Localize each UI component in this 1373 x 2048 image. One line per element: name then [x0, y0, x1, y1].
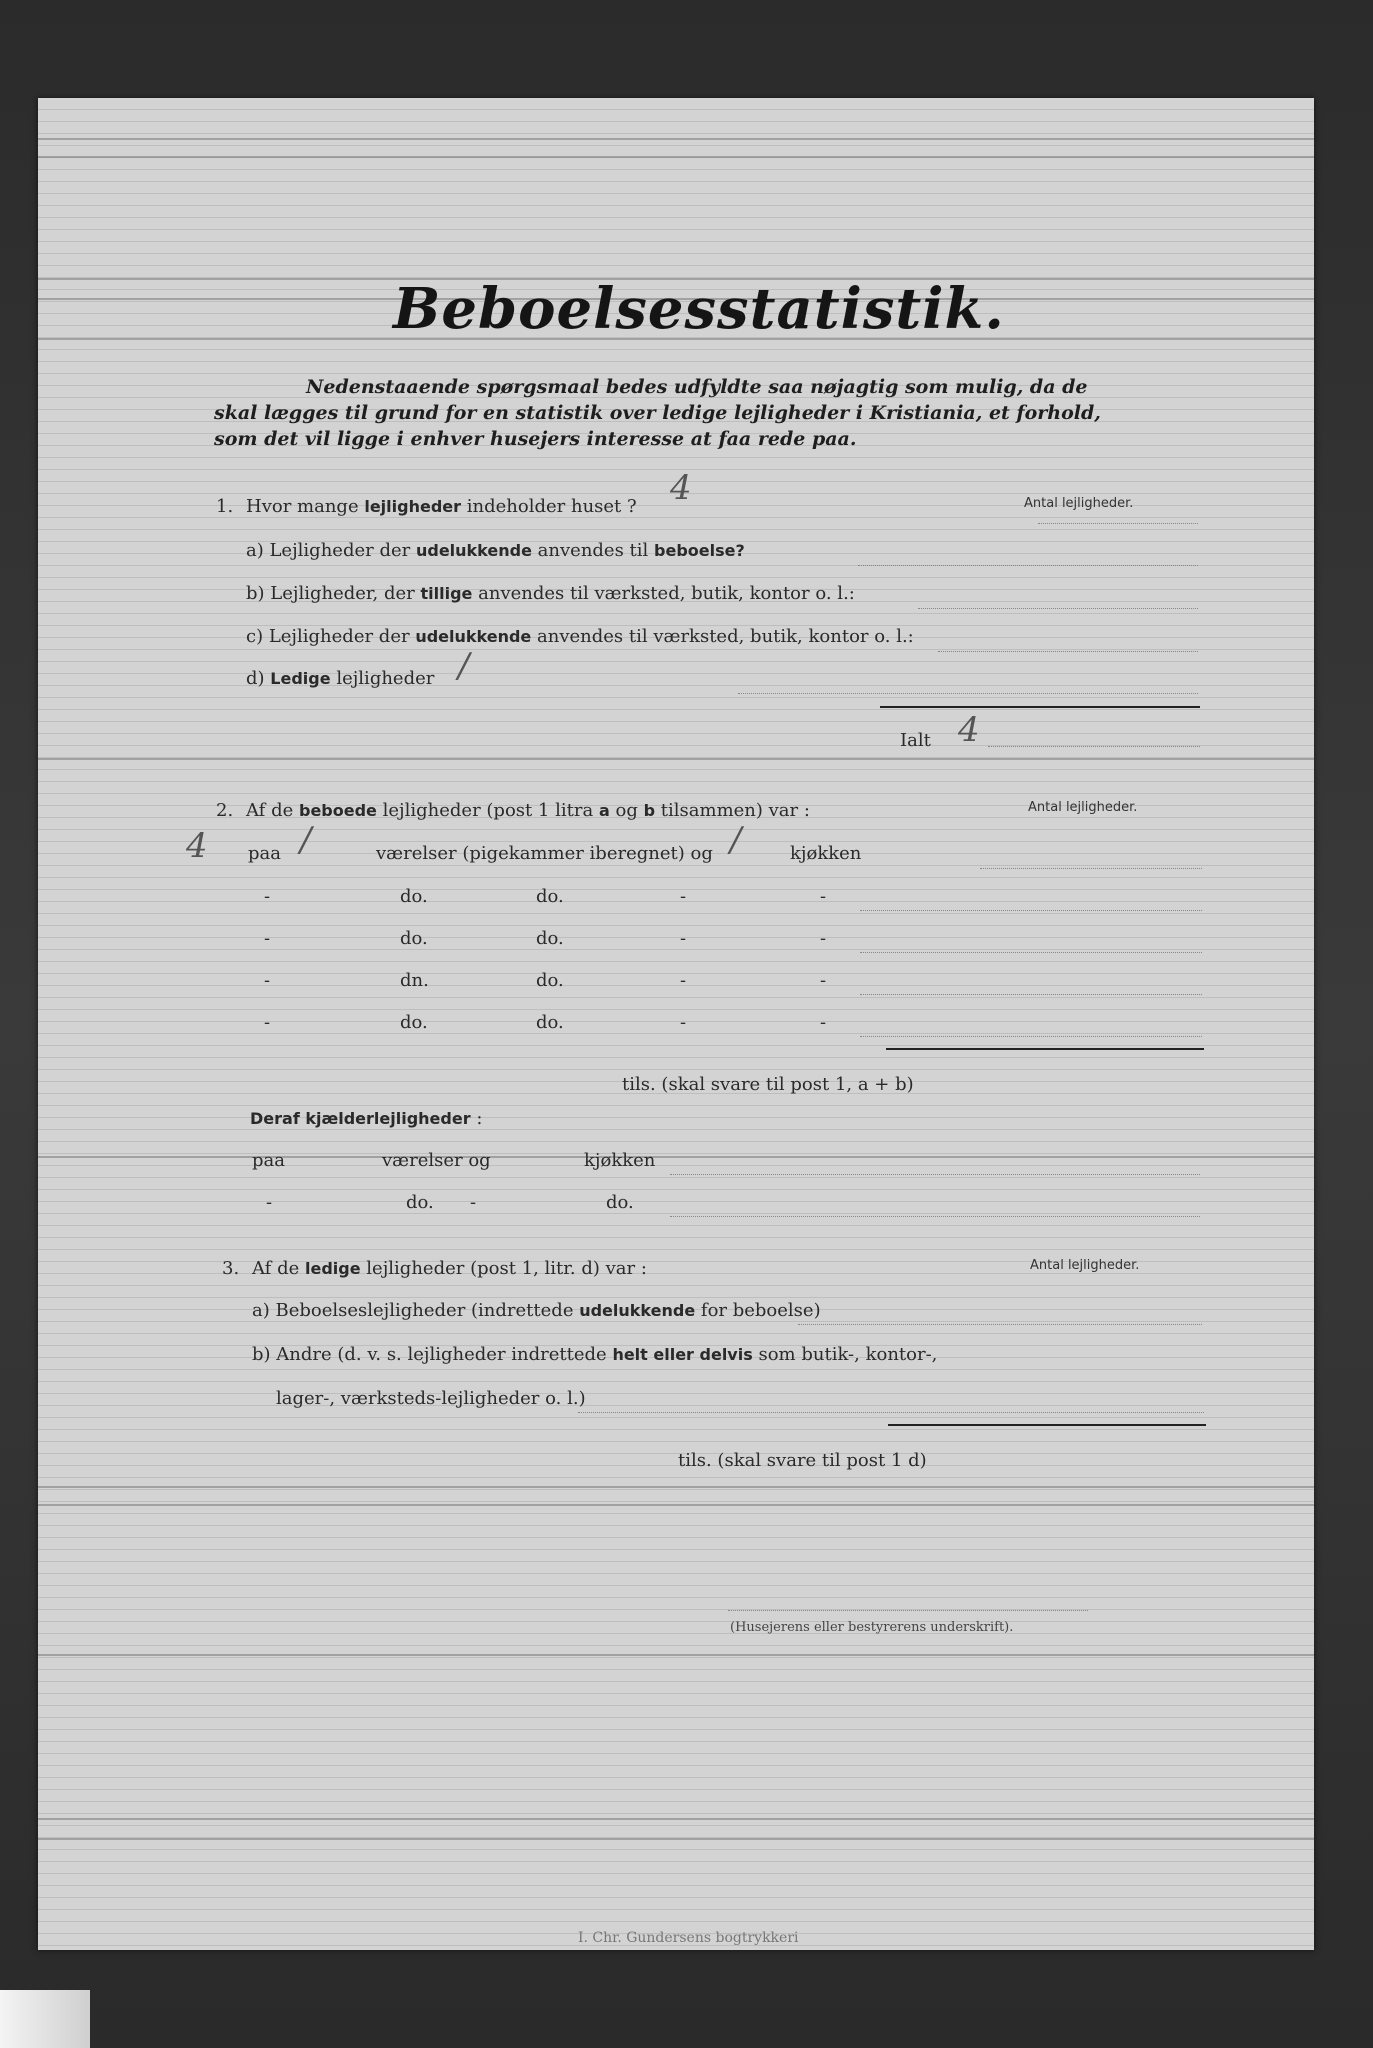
ruled-line: [38, 1156, 1314, 1158]
q1-text: Hvor mange: [246, 496, 359, 517]
answer-line[interactable]: [860, 910, 1202, 911]
q2-row-do: do.: [400, 886, 428, 907]
ruled-line: [38, 156, 1314, 158]
q1b-text: b) Lejligheder, der: [246, 583, 415, 604]
q2-bold: beboede: [298, 801, 377, 820]
q2-text-mid: lejligheder (post 1 litra: [382, 800, 594, 821]
q1b-bold: tillige: [420, 584, 473, 603]
deraf-bold: Deraf kjælderlejligheder: [250, 1109, 471, 1128]
q1a-text-mid: anvendes til: [537, 540, 649, 561]
q2-paa: paa: [248, 843, 281, 864]
q2-tils: tils. (skal svare til post 1, a + b): [622, 1074, 914, 1095]
q2-question: [246, 800, 810, 821]
q2-row-do: do.: [536, 886, 564, 907]
q2-row-dash: -: [820, 886, 827, 907]
sum-line: [880, 706, 1200, 708]
q3a-bold: udelukkende: [579, 1301, 696, 1320]
q3-tils: tils. (skal svare til post 1 d): [678, 1450, 927, 1471]
q1-bold: lejligheder: [364, 497, 462, 516]
q2-row-dash: -: [264, 886, 271, 907]
answer-line[interactable]: [798, 1324, 1202, 1325]
sum-line: [886, 1048, 1204, 1050]
printer-footer: I. Chr. Gundersens bogtrykkeri: [578, 1930, 799, 1946]
q1-question: [246, 496, 637, 517]
q1c-bold: udelukkende: [415, 627, 532, 646]
ruled-line: [38, 1838, 1314, 1840]
q2-row-do: do.: [536, 928, 564, 949]
answer-line[interactable]: [670, 1174, 1200, 1175]
signature-caption: (Husejerens eller bestyrerens underskrift).: [730, 1620, 1014, 1635]
q1b-text-post: anvendes til værksted, butik, kontor o. l.:: [478, 583, 855, 604]
q2-row-dash: -: [820, 1012, 827, 1033]
q2-kitchen-handwritten[interactable]: /: [730, 820, 742, 860]
q2-column-header: Antal lejligheder.: [1028, 800, 1138, 815]
answer-line[interactable]: [858, 565, 1198, 566]
q2-row-do: do.: [400, 928, 428, 949]
intro-line: skal lægges til grund for en statistik over ledige lejligheder i Kristiania, et forhold,: [214, 402, 1101, 424]
light-leak: [0, 1990, 90, 2048]
q2-row-dash: -: [264, 970, 271, 991]
q2-row-do: do.: [400, 1012, 428, 1033]
intro-line: som det vil ligge i enhver husejers interesse at faa rede paa.: [214, 428, 857, 450]
q2-text-og: og: [615, 800, 638, 821]
q2-text-post: tilsammen) var :: [660, 800, 810, 821]
ruled-line: [38, 1486, 1314, 1488]
q1d-text-post: lejligheder: [336, 668, 435, 689]
ruled-line: [38, 758, 1314, 760]
form-page: [38, 98, 1314, 1950]
q1a-bold: udelukkende: [415, 541, 532, 560]
answer-line[interactable]: [938, 651, 1198, 652]
q2-bold-a: a: [598, 801, 610, 820]
q1-column-header: Antal lejligheder.: [1024, 496, 1134, 511]
q2-margin-handwritten[interactable]: 4: [186, 826, 208, 866]
q1-handwritten-answer[interactable]: 4: [670, 468, 692, 508]
answer-line[interactable]: [860, 1036, 1202, 1037]
ruled-line: [38, 138, 1314, 140]
answer-line[interactable]: [988, 746, 1200, 747]
k-vaerelser: værelser og: [382, 1150, 491, 1171]
answer-line[interactable]: [980, 868, 1202, 869]
q2-row-dash: -: [680, 928, 687, 949]
q3-question: [252, 1258, 647, 1279]
q2-number: 2.: [216, 800, 234, 821]
q2-vaerelser: værelser (pigekammer iberegnet) og: [376, 843, 713, 864]
q2-row-do: dn.: [400, 970, 429, 991]
q2-row-dash: -: [680, 1012, 687, 1033]
answer-line[interactable]: [918, 608, 1198, 609]
answer-line[interactable]: [578, 1412, 1204, 1413]
answer-line[interactable]: [670, 1216, 1200, 1217]
q3-text-post: lejligheder (post 1, litr. d) var :: [366, 1258, 647, 1279]
q1c-text-post: anvendes til værksted, butik, kontor o. l.:: [537, 626, 914, 647]
deraf-colon: :: [476, 1108, 483, 1129]
q2-row-dash: -: [820, 928, 827, 949]
q1-number: 1.: [216, 496, 234, 517]
q2-bold-b: b: [643, 801, 656, 820]
answer-line[interactable]: [1038, 523, 1198, 524]
answer-line[interactable]: [860, 994, 1202, 995]
q2-row-dash: -: [680, 970, 687, 991]
k-do: do.: [606, 1192, 634, 1213]
q2-row-dash: -: [264, 928, 271, 949]
ruled-line: [38, 1818, 1314, 1820]
q1d-row: [246, 668, 434, 689]
q2-row-dash: -: [264, 1012, 271, 1033]
answer-line[interactable]: [860, 952, 1202, 953]
q1a-bold2: beboelse?: [654, 541, 745, 560]
k-do: do.: [406, 1192, 434, 1213]
q3a-row: [252, 1300, 821, 1321]
q2-row-do: do.: [536, 970, 564, 991]
deraf-heading: [250, 1108, 482, 1129]
ruled-line: [38, 1504, 1314, 1506]
k-kjokken: kjøkken: [584, 1150, 656, 1171]
q3-column-header: Antal lejligheder.: [1030, 1258, 1140, 1273]
q1d-bold: Ledige: [270, 669, 331, 688]
q3a-text: a) Beboelseslejligheder (indrettede: [252, 1300, 574, 1321]
ialt-handwritten-answer[interactable]: 4: [958, 710, 980, 750]
q1d-handwritten-answer[interactable]: /: [458, 646, 470, 686]
q1c-row: [246, 626, 914, 647]
intro-paragraph: [214, 374, 1164, 452]
q3a-text-post: for beboelse): [700, 1300, 821, 1321]
q1a-text: a) Lejligheder der: [246, 540, 411, 561]
q3-bold: ledige: [304, 1259, 361, 1278]
q3b-text: b) Andre (d. v. s. lejligheder indrettede: [252, 1344, 607, 1365]
q3-number: 3.: [222, 1258, 240, 1279]
q1c-text: c) Lejligheder der: [246, 626, 410, 647]
intro-line: Nedenstaaende spørgsmaal bedes udfyldte saa nøjagtig som mulig, da de: [306, 376, 1088, 398]
q1-text-post: indeholder huset ?: [466, 496, 637, 517]
q3b-row: [252, 1344, 937, 1365]
form-title: Beboelsesstatistik.: [393, 276, 1005, 342]
q1d-text: d): [246, 668, 265, 689]
k-dash: -: [266, 1192, 273, 1213]
q3-text: Af de: [252, 1258, 300, 1279]
q2-rooms-handwritten[interactable]: /: [300, 820, 312, 860]
q1b-row: [246, 583, 855, 604]
sum-line: [888, 1424, 1206, 1426]
q2-row-do: do.: [536, 1012, 564, 1033]
q2-row-dash: -: [680, 886, 687, 907]
q1a-row: [246, 540, 745, 561]
answer-line[interactable]: [738, 693, 1198, 694]
q2-kjokken: kjøkken: [790, 843, 862, 864]
q3b-text-post: som butik-, kontor-,: [758, 1344, 938, 1365]
q2-text: Af de: [246, 800, 294, 821]
ruled-line: [38, 1654, 1314, 1656]
signature-line[interactable]: [728, 1610, 1088, 1611]
q3b-bold: helt eller delvis: [612, 1345, 753, 1364]
k-dash: -: [470, 1192, 477, 1213]
k-paa: paa: [252, 1150, 285, 1171]
q2-row-dash: -: [820, 970, 827, 991]
ialt-label: Ialt: [900, 730, 931, 751]
q3b-line2: lager-, værksteds-lejligheder o. l.): [276, 1388, 586, 1409]
